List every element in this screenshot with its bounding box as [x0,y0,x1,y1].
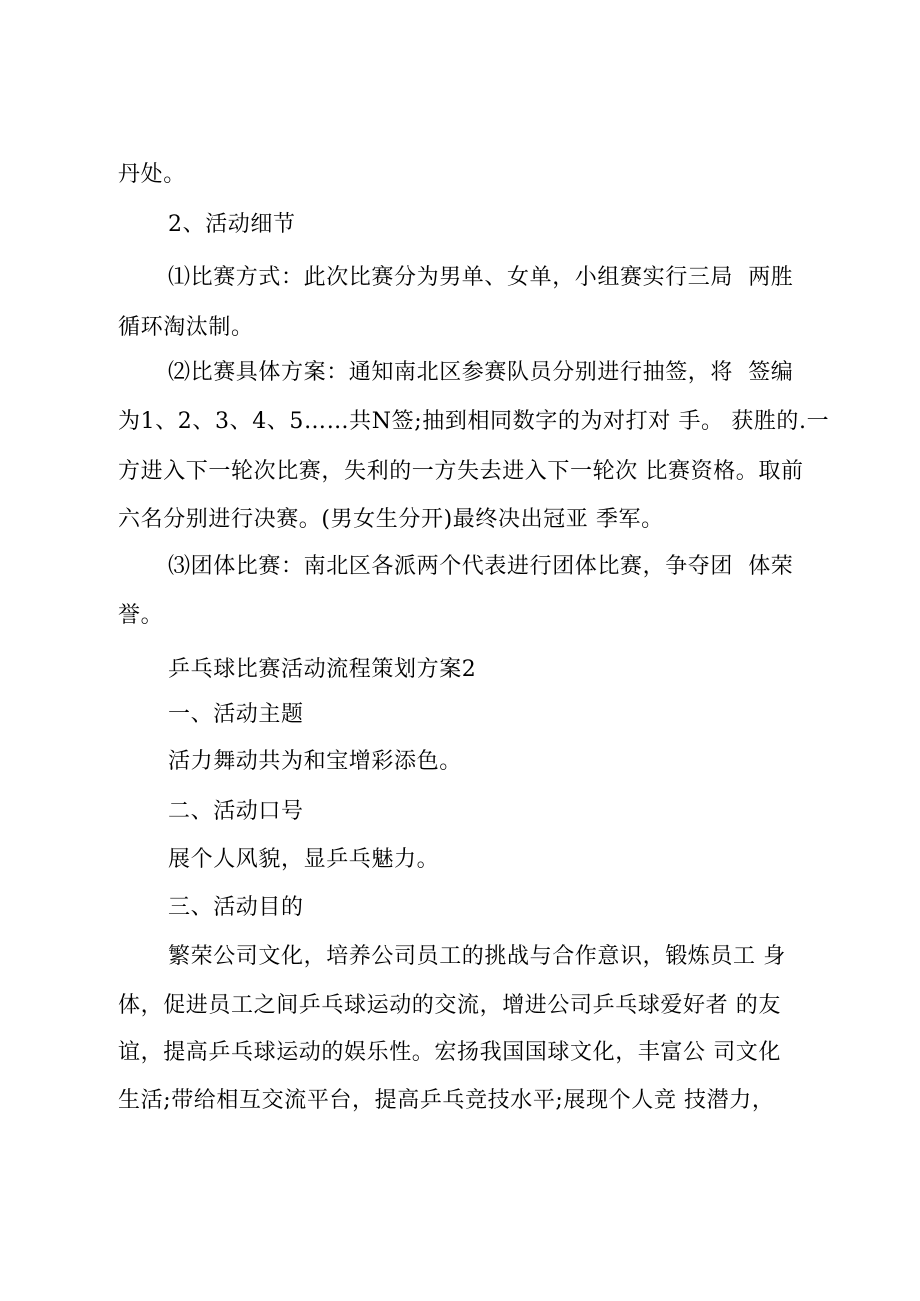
text-line: ⑶团体比赛：南北区各派两个代表进行团体比赛，争夺团 体荣 [168,554,794,579]
text-line: ⑴比赛方式：此次比赛分为男单、女单，小组赛实行三局 两胜 [168,265,794,290]
text-line: ⑵比赛具体方案：通知南北区参赛队员分别进行抽签，将 签编 [168,360,794,385]
text-line: 展个人风貌，显乒乓魅力。 [168,847,440,872]
text-line: 丹处。 [118,162,186,187]
text-line: 繁荣公司文化，培养公司员工的挑战与合作意识，锻炼员工 身 [168,944,786,969]
text-line: 体，促进员工之间乒乓球运动的交流，增进公司乒乓球爱好者 的友 [118,993,781,1018]
section-heading: 2、活动细节 [168,212,296,237]
text-line: 六名分别进行决赛。(男女生分开)最终决出冠亚 季军。 [118,507,664,532]
text-line: 谊，提高乒乓球运动的娱乐性。宏扬我国国球文化，丰富公 司文化 [118,1040,781,1065]
text-line: 循环淘汰制。 [118,315,254,340]
document-title: 乒乓球比赛活动流程策划方案2 [168,657,477,682]
text-line: 方进入下一轮次比赛，失利的一方失去进入下一轮次 比赛资格。取前 [118,459,804,484]
text-line: 生活;带给相互交流平台，提高乒乓竞技水平;展现个人竞 技潜力， [118,1088,775,1113]
text-line: 为1、2、3、4、5……共N签;抽到相同数字的为对打对 手。 获胜的.一 [118,409,830,434]
section-heading: 二、活动口号 [168,799,304,824]
text-line: 活力舞动共为和宝增彩添色。 [168,749,462,774]
text-line: 誉。 [118,603,164,628]
section-heading: 一、活动主题 [168,702,304,727]
section-heading: 三、活动目的 [168,895,304,920]
